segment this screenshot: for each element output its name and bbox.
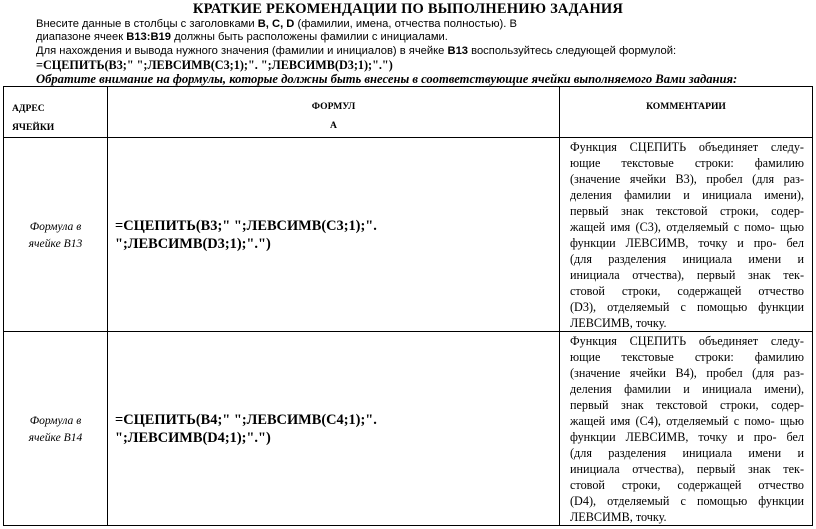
formula-line2: ";ЛЕВСИМВ(D4;1);".") <box>115 429 271 446</box>
address-line2: ячейке В14 <box>28 430 83 444</box>
header-comments: КОММЕНТАРИИ <box>560 87 813 138</box>
intro-text: Внесите данные в столбцы с заголовками <box>36 18 258 30</box>
intro-text: диапазоне ячеек <box>36 31 127 44</box>
formula-line1: =СЦЕПИТЬ(B4;" ";ЛЕВСИМВ(C4;1);". <box>115 411 377 428</box>
comment-line: жащей имя (С3), отделяемый с помо- щью <box>570 220 804 234</box>
comment-line: (для разделения инициала имени и <box>570 446 804 460</box>
intro-text: (фамилии, имена, отчества полностью). В <box>294 18 517 30</box>
comment-line: функции ЛЕВСИМВ, точку и про- бел <box>570 430 804 444</box>
row-comment <box>560 138 813 332</box>
row-comment <box>560 332 813 526</box>
intro-text: должны быть расположены фамилии с инициалами. <box>171 31 448 44</box>
intro-paragraph <box>36 18 796 58</box>
comment-line: (для разделения инициала имени и <box>570 252 804 266</box>
comment-line: ющие текстовые строки: фамилию <box>570 156 804 170</box>
intro-text: Для нахождения и вывода нужного значения (фамилии и инициалов) в ячейке <box>36 44 448 57</box>
comment-line: инициала отчества), первый знак тек- <box>570 462 804 476</box>
intro-columns: В, С, D <box>257 18 295 30</box>
table-header-row <box>4 87 813 138</box>
header-address-line2: ЯЧЕЙКИ <box>12 122 55 133</box>
notice-text: Обратите внимание на формулы, которые должны быть внесены в соответствующие ячейки выполняемого Вами задания: <box>36 72 738 86</box>
row-address <box>4 332 108 526</box>
address-line2: ячейке В13 <box>28 236 83 250</box>
comment-line: деления фамилии и инициала имени), <box>570 382 804 396</box>
comment-line: (D4), отделяемый с помощью функции <box>570 494 804 508</box>
header-formula <box>108 87 560 138</box>
comment-line: ЛЕВСИМВ, точку. <box>570 316 667 330</box>
comment-line: жащей имя (С4), отделяемый с помо- щью <box>570 414 804 428</box>
row-address <box>4 138 108 332</box>
comment-line: деления фамилии и инициала имени), <box>570 188 804 202</box>
comment-line: функции ЛЕВСИМВ, точку и про- бел <box>570 236 804 250</box>
comment-line: Функция СЦЕПИТЬ объединяет следу- <box>570 334 804 348</box>
address-line1: Формула в <box>29 413 82 427</box>
comment-line: (значение ячейки В3), пробел (для раз- <box>570 172 804 186</box>
comment-line: инициала отчества), первый знак тек- <box>570 268 804 282</box>
header-address <box>4 87 108 138</box>
comment-line: Функция СЦЕПИТЬ объединяет следу- <box>570 140 804 154</box>
row-formula <box>108 138 560 332</box>
address-line1: Формула в <box>29 219 82 233</box>
recommendations-table <box>3 86 813 526</box>
page-title: КРАТКИЕ РЕКОМЕНДАЦИИ ПО ВЫПОЛНЕНИЮ ЗАДАНИЯ <box>192 1 624 17</box>
comment-line: (D3), отделяемый с помощью функции <box>570 300 804 314</box>
intro-range: В13:В19 <box>126 31 172 44</box>
comment-line: первый знак текстовой строки, содер- <box>570 398 804 412</box>
header-formula-line2: А <box>330 120 337 131</box>
intro-cell: В13 <box>447 44 469 57</box>
comment-line: стовой строки, содержащей отчество <box>570 284 804 298</box>
comment-line: ющие текстовые строки: фамилию <box>570 350 804 364</box>
formula-line2: ";ЛЕВСИМВ(D3;1);".") <box>115 235 271 252</box>
row-formula <box>108 332 560 526</box>
intro-text: воспользуйтесь следующей формулой: <box>468 44 677 57</box>
table-row <box>4 138 813 332</box>
formula-line1: =СЦЕПИТЬ(B3;" ";ЛЕВСИМВ(C3;1);". <box>115 217 377 234</box>
intro-line-1 <box>36 18 796 31</box>
table-row <box>4 332 813 526</box>
header-address-line1: АДРЕС <box>12 103 45 114</box>
intro-line-3 <box>36 45 796 58</box>
example-formula: =СЦЕПИТЬ(B3;" ";ЛЕВСИМВ(C3;1);". ";ЛЕВСИМВ(D3;1);".") <box>36 58 393 72</box>
comment-line: стовой строки, содержащей отчество <box>570 478 804 492</box>
intro-line-2 <box>36 31 796 44</box>
comment-line: первый знак текстовой строки, содер- <box>570 204 804 218</box>
comment-line: ЛЕВСИМВ, точку. <box>570 510 667 524</box>
header-formula-line1: ФОРМУЛ <box>311 101 356 112</box>
comment-line: (значение ячейки В4), пробел (для раз- <box>570 366 804 380</box>
